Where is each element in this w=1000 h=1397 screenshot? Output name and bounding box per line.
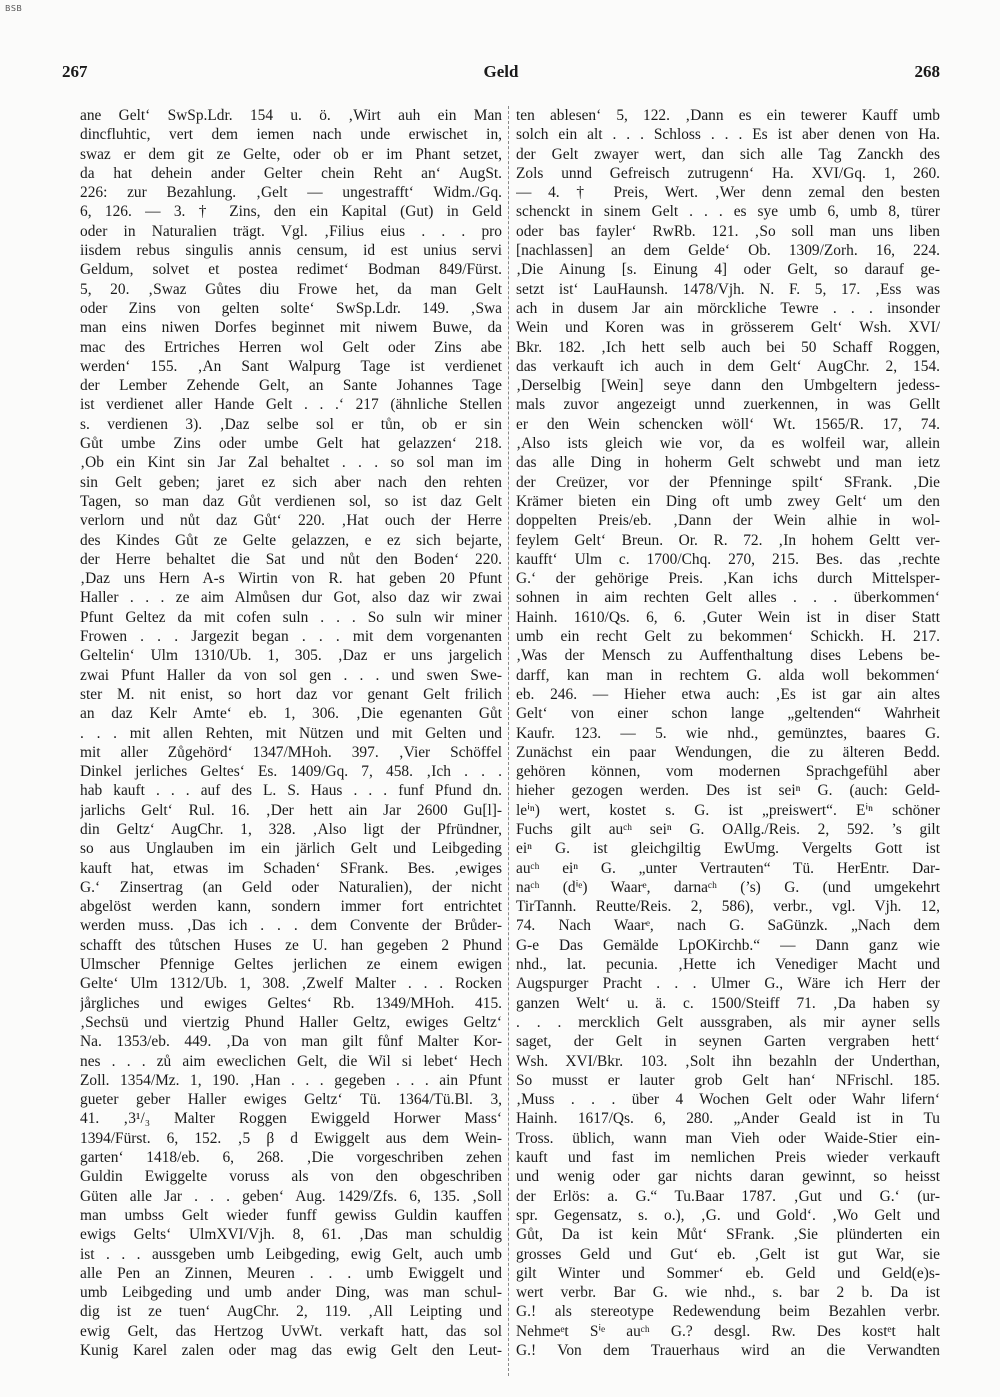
text-line: an daz Kelr Amte‘ eb. 1, 306. ‚Die egenanten Gůt	[80, 705, 502, 723]
text-line: Hainh. 1610/Qs. 6, 6. ‚Guter Wein ist in diser Statt	[516, 608, 940, 626]
text-line: ‚Was der Mensch zu Auffenthaltung dises Lebens be-	[516, 647, 940, 665]
text-line: jårgliches und ewiges Geltes‘ Rb. 1349/MHoh. 415.	[80, 994, 502, 1012]
text-line: ‚Sechsü und viertzig Phund Haller Geltz, ewiges Geltz‘	[80, 1013, 502, 1031]
text-line: Zunächst ein paar Wendungen, die zu älteren Bedd.	[516, 743, 940, 761]
text-line: s. verdienen 3). ‚Daz selbe sol er tůn, ob er sin	[80, 415, 502, 433]
text-line: So musst er lauter grob Gelt han‘ NFrischl. 185.	[516, 1071, 940, 1089]
text-line: wert verbr. Bar G. wie nhd., s. bar 2 b. Da ist	[516, 1284, 940, 1302]
page-number-right: 268	[914, 62, 940, 81]
text-line: naᶜʰ (dⁱᵉ) Waarᵉ, darnaᶜʰ (’s) G. (und umgekehrt	[516, 878, 940, 896]
text-line: Tross. üblich, wann man Vieh oder Waide-Stier ein-	[516, 1129, 940, 1147]
text-line: ach in dusem Jar ain mörckliche Tewre . . . insonder	[516, 299, 940, 317]
text-line: Fuchs gilt auᶜʰ seiⁿ G. OAllg./Reis. 2, 592. ’s gilt	[516, 820, 940, 838]
text-line: Ulmscher Pfennige Geltes jerlichen ze einem ewigen	[80, 956, 502, 974]
text-line: sin Gelt geben; jaret ez sich aber nach den rehten	[80, 473, 502, 491]
text-line: Gelt‘ von einer schon lange „geltenden“ Wahrheit	[516, 705, 940, 723]
text-line: ‚Muss . . . über 4 Wochen Gelt oder Wahr lifern‘	[516, 1091, 940, 1109]
text-line: — 4. † Preis, Wert. ‚Wer denn zemal den besten	[516, 184, 940, 202]
text-line: TirTannh. Reutte/Reis. 2, 586), verbr., vgl. Vjh. 12,	[516, 898, 940, 916]
text-line: dincfluhtic, vert dem iemen nach unde erwischet in,	[80, 126, 502, 144]
text-line: Na. 1353/eb. 449. ‚Da von man gilt fůnf Malter Kor-	[80, 1033, 502, 1051]
text-line: solch ein alt . . . Schloss . . . Es ist aber denen von Ha.	[516, 126, 940, 144]
text-line: din Geltz‘ AugChr. 1, 328. ‚Also ligt der Pfründner,	[80, 820, 502, 838]
text-line: kauft und fast im nemlichen Preis wieder verkauft	[516, 1149, 940, 1167]
text-line: ewigs Gelts‘ UlmXVI/Vjh. 8, 61. ‚Das man schuldig	[80, 1226, 502, 1244]
text-line: darff, kan man in rechtem G. alda woll bekommen‘	[516, 666, 940, 684]
text-line: G-e Das Gemälde LpOKirchb.“ — Dann ganz wie	[516, 936, 940, 954]
text-line: gehören können, vom modernen Sprachgefühl aber	[516, 763, 940, 781]
text-line: Wein und Koren was in grösserem Gelt‘ Wsh. XVI/	[516, 319, 940, 337]
text-line: . . . mit allen Rehten, mit Nützen und mit Gelten und	[80, 724, 502, 742]
text-line: mac des Ertriches Herren wol Gelt oder Zins abe	[80, 338, 502, 356]
text-line: er den Wein schencken wöll‘ Wt. 1565/R. 17, 74.	[516, 415, 940, 433]
text-line: ganzen Welt‘ u. ä. c. 1500/Steiff 71. ‚Da haben sy	[516, 994, 940, 1012]
text-line: Zols unnd Gefreisch zutrugenn‘ Ha. XVI/Gq. 1, 260.	[516, 164, 940, 182]
text-line: dig ist ze tuen‘ AugChr. 2, 119. ‚All Leipting und	[80, 1303, 502, 1321]
text-line: kaufft‘ Ulm c. 1700/Chq. 270, 215. Bes. das ‚rechte	[516, 550, 940, 568]
text-line: kauft hat, etwas im Schaden‘ SFrank. Bes. ‚ewiges	[80, 859, 502, 877]
page-title: Geld	[483, 62, 519, 81]
text-line: Geldum, solvet et postea redimet‘ Bodman 849/Fürst.	[80, 261, 502, 279]
text-line: [nachlassen] an dem Gelde‘ Ob. 1309/Zorh. 16, 224.	[516, 242, 940, 260]
text-line: zwai Pfunt Haller da von sol gen . . . und swen Swe-	[80, 666, 502, 684]
text-line: setzt ist‘ LauHaunsh. 1478/Vjh. N. F. 5, 17. ‚Ess was	[516, 280, 940, 298]
text-line: iisdem rebus singulis annis censum, id est unius servi	[80, 242, 502, 260]
text-line: . . . mercklich Gelt aussgraben, als mir ayner sells	[516, 1013, 940, 1031]
text-line: des Kindes Gůt ze Gelte gelazzen, e ez sich bejarte,	[80, 531, 502, 549]
text-line: Hainh. 1617/Qs. 6, 280. „Ander Geald ist in Tu	[516, 1110, 940, 1128]
text-line: ane Gelt‘ SwSp.Ldr. 154 u. ö. ‚Wirt auh ein Man	[80, 107, 502, 124]
text-line: man eins niwen Dorfes beginnet mit niwem Buwe, da	[80, 319, 502, 337]
page-header	[62, 62, 940, 86]
text-line: ‚Also ists gleich wie vor, da es wolfeil war, allein	[516, 435, 940, 453]
library-stamp: BSB	[5, 4, 23, 13]
text-line: umb ein recht Gelt zu bekommen‘ Schickh. H. 217.	[516, 628, 940, 646]
text-line: Geltelin‘ Ulm 1310/Ub. 1, 305. ‚Daz er uns jargelich	[80, 647, 502, 665]
text-line: Nehmeᵉt Sⁱᵉ auᶜʰ G.? desgl. Rw. Des kostᵉt halt	[516, 1322, 940, 1340]
left-column	[80, 106, 502, 1360]
text-line: nhd., lat. pecunia. ‚Hette ich Venediger Macht und	[516, 956, 940, 974]
text-line: Zoll. 1354/Mz. 1, 190. ‚Han . . . gegeben . . . ain Pfunt	[80, 1071, 502, 1089]
text-line: Dinkel jerliches Geltes‘ Es. 1409/Gq. 7, 458. ‚Ich . . .	[80, 763, 502, 781]
text-line: Gůt umbe Zins oder umbe Gelt hat gelazzen‘ 218.	[80, 435, 502, 453]
text-line: gilt Winter und Sommer‘ eb. Geld und Geld(e)s-	[516, 1264, 940, 1282]
text-line: Bkr. 182. ‚Ich hett selb auch bei 50 Schaff Roggen,	[516, 338, 940, 356]
text-line: auᶜʰ eiⁿ G. „unter Vertrauten“ Tü. HerEntr. Dar-	[516, 859, 940, 877]
text-line: abgelöst werden kann, sondern immer fort entrichtet	[80, 898, 502, 916]
text-line: spr. Gegensatz, s. o.), ‚G. und Gold‘. ‚Wo Gelt und	[516, 1206, 940, 1224]
text-line: ist . . . aussgeben umb Leibgeding, ewig Gelt, auch umb	[80, 1245, 502, 1263]
text-line: saget, der Gelt in seynen Garten vergraben hett‘	[516, 1033, 940, 1051]
text-line: Kunig Karel zalen oder mag das ewig Gelt den Leut-	[80, 1342, 502, 1359]
text-line: Haller . . . ze aim Almůsen dur Got, also daz wir zwai	[80, 589, 502, 607]
text-line: so aus Unglauben im ein järlich Gelt und Leibgeding	[80, 840, 502, 858]
text-line: ‚Die Ainung [s. Einung 4] oder Gelt, so darauf ge-	[516, 261, 940, 279]
text-line: grosses Geld und Gut‘ eb. ‚Gelt ist gut War, sie	[516, 1245, 940, 1263]
text-line: Krämer bieten ein Ding oft umb zwey Gelt‘ um den	[516, 492, 940, 510]
text-line: jarlichs Gelt‘ Rul. 16. ‚Der hett ain Jar 2600 Gu[l]-	[80, 801, 502, 819]
right-column	[516, 106, 940, 1360]
text-line: eiⁿ G. ist gleichgiltig EwUmg. Vergelts Gott ist	[516, 840, 940, 858]
text-line: Augspurger Pracht . . . Ulmer G., Wäre ich Herr der	[516, 975, 940, 993]
text-line: das verkauft ich auch in dem Gelt‘ AugChr. 2, 154.	[516, 357, 940, 375]
text-line: 6, 126. — 3. † Zins, den ein Kapital (Gut) in Geld	[80, 203, 502, 221]
text-line: sohnen in aim rechten Gelt alles . . . überkommen‘	[516, 589, 940, 607]
text-line: ‚Daz uns Hern A-s Wirtin von R. hat geben 20 Pfunt	[80, 570, 502, 588]
text-line: oder in Naturalien trägt. Vgl. ‚Filius eius . . . pro	[80, 222, 502, 240]
text-line: swaz er dem git ze Gelte, oder ob er im Phant setzet,	[80, 145, 502, 163]
text-line: mit aller Zůgehörd‘ 1347/MHoh. 397. ‚Vier Schöffel	[80, 743, 502, 761]
text-line: Frowen . . . Jargezit began . . . mit dem vorgenanten	[80, 628, 502, 646]
text-line: Wsh. XVI/Bkr. 103. ‚Solt ihn bezahln der Underthan,	[516, 1052, 940, 1070]
text-line: garten‘ 1418/eb. 6, 268. ‚Die vorgeschriben zehen	[80, 1149, 502, 1167]
text-line: feylem Gelt‘ Breun. Or. R. 72. ‚In hohem Geltt ver-	[516, 531, 940, 549]
text-line: und wenig oder gar nichts daran gewinnt, so heisst	[516, 1168, 940, 1186]
text-line: der Creüzer, vor der Pfenninge spilt‘ SFrank. ‚Die	[516, 473, 940, 491]
text-line: Pfunt Geltez da mit cofen suln . . . So suln wir miner	[80, 608, 502, 626]
text-line: ten ablesen‘ 5, 122. ‚Dann es ein tewerer Kauff umb	[516, 107, 940, 124]
text-line: Gelte‘ Ulm 1312/Ub. 1, 308. ‚Zwelf Malter . . . Rocken	[80, 975, 502, 993]
text-line: Kaufr. 123. — 5. wie nhd., gemünztes, baares G.	[516, 724, 940, 742]
text-line: 41. ‚3¹/₃ Malter Roggen Ewiggeld Horwer Mass‘	[80, 1110, 502, 1128]
text-line: verlorn und nůt daz Gůt‘ 220. ‚Hat ouch der Herre	[80, 512, 502, 530]
text-line: ewig Gelt, das Hertzog UvWt. verkaft hatt, das sol	[80, 1322, 502, 1340]
text-line: der Erlös: a. G.“ Tu.Baar 1787. ‚Gut und G.‘ (ur-	[516, 1187, 940, 1205]
text-line: 5, 20. ‚Swaz Gůtes diu Frowe het, da man Gelt	[80, 280, 502, 298]
text-line: G.! als stereotype Redewendung beim Bezahlen verbr.	[516, 1303, 940, 1321]
text-line: der Gelt zwayer wert, dan sich alle Tag Zanckh des	[516, 145, 940, 163]
text-line: Tagen, so man daz Gůt verdienen sol, so ist daz Gelt	[80, 492, 502, 510]
text-line: ster M. nit enist, so hort daz vor genant Gelt frilich	[80, 685, 502, 703]
text-line: da hat dehein ander Gelter chein Reht an‘ AugSt.	[80, 164, 502, 182]
text-line: ‚Derselbig [Wein] seye dann den Umbgeltern jedess-	[516, 377, 940, 395]
text-line: 226: zur Bezahlung. ‚Gelt — ungestrafft‘ Widm./Gq.	[80, 184, 502, 202]
text-line: der Herre behaltet die Sat und nůt den Boden‘ 220.	[80, 550, 502, 568]
text-line: alle Pen an Zinnen, Meuren . . . umb Ewiggelt und	[80, 1264, 502, 1282]
text-line: schafft des tůtschen Huses ze U. han gegeben 2 Phund	[80, 936, 502, 954]
text-line: mals zuvor angezeigt unnd zuerkennen, in was Gellt	[516, 396, 940, 414]
text-line: Güten alle Jar . . . geben‘ Aug. 1429/Zfs. 6, 135. ‚Soll	[80, 1187, 502, 1205]
text-line: G.‘ der gehörige Preis. ‚Kan ichs durch Mittelsper-	[516, 570, 940, 588]
text-line: hab kauft . . . auf des L. S. Haus . . . funf Pfund dn.	[80, 782, 502, 800]
text-line: hieher gezogen werden. Des ist seiⁿ G. (auch: Geld-	[516, 782, 940, 800]
text-line: werden muss. ‚Das ich . . . dem Convente der Brůder-	[80, 917, 502, 935]
column-divider	[508, 106, 509, 1376]
text-line: das alle Ding in hoherm Gelt schwebt und man ietz	[516, 454, 940, 472]
text-line: oder Zins von gelten solte‘ SwSp.Ldr. 149. ‚Swa	[80, 299, 502, 317]
text-line: gueter geber Haller ewiges Geltz‘ Tü. 1364/Tü.Bl. 3,	[80, 1091, 502, 1109]
text-line: G.‘ Zinsertrag (an Geld oder Naturalien), der nicht	[80, 878, 502, 896]
text-line: oder bas fayler‘ RwRb. 121. ‚So soll man uns liben	[516, 222, 940, 240]
text-line: man umbss Gelt wieder funff gewiss Guldin kauffen	[80, 1206, 502, 1224]
text-line: 74. Nach Waarᵉ, nach G. SaGünzk. „Nach dem	[516, 917, 940, 935]
text-line: werden‘ 155. ‚An Sant Walpurg Tage ist verdienet	[80, 357, 502, 375]
text-line: doppelten Preis/eb. ‚Dann der Wein alhie in wol-	[516, 512, 940, 530]
text-line: nes . . . zů aim eweclichen Gelt, die Wil si lebet‘ Hech	[80, 1052, 502, 1070]
text-line: der Lember Zehende Gelt, an Sante Johannes Tage	[80, 377, 502, 395]
text-line: eb. 246. — Hieher etwa auch: ‚Es ist gar ain altes	[516, 685, 940, 703]
text-line: 1394/Fürst. 6, 152. ‚5 β d Ewiggelt aus dem Wein-	[80, 1129, 502, 1147]
text-line: ist verdienet aller Hande Gelt . . .‘ 217 (ähnliche Stellen	[80, 396, 502, 414]
text-line: Guldin Ewiggelte voruss als von den obgeschriben	[80, 1168, 502, 1186]
text-line: ‚Ob ein Kint sin Jar Zal behaltet . . . so sol man im	[80, 454, 502, 472]
page-number-left: 267	[62, 62, 88, 81]
text-line: leⁱⁿ) wert, kostet s. G. ist „preiswert“. Eⁱⁿ schöner	[516, 801, 940, 819]
text-line: umb Leibgeding und umb ander Ding, was man schul-	[80, 1284, 502, 1302]
text-line: G.! Von dem Trauerhaus wird an die Verwandten	[516, 1342, 940, 1359]
text-line: schenckt in sinem Gelt . . . es sye umb 6, umb 8, türer	[516, 203, 940, 221]
text-line: Gůt, Da ist kein Můt‘ SFrank. ‚Sie plünderten ein	[516, 1226, 940, 1244]
